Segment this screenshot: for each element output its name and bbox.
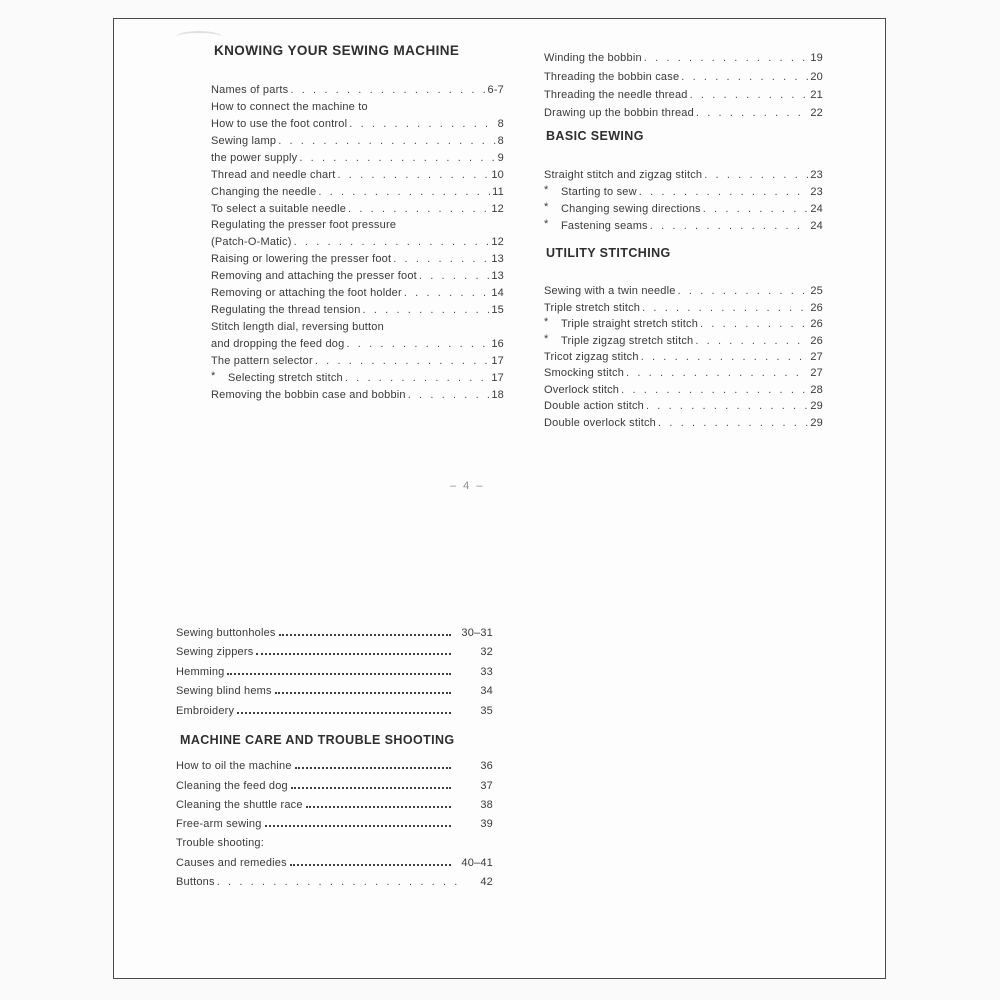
toc-row: [176, 753, 493, 772]
toc-item-page-number: 36: [480, 760, 493, 773]
toc-row: [211, 265, 504, 282]
toc-item-label: How to oil the machine: [176, 760, 292, 773]
dot-leader: [642, 302, 808, 314]
dot-leader: [217, 876, 457, 888]
toc-row: [544, 379, 823, 395]
toc-item-label: Triple zigzag stretch stitch: [561, 334, 694, 347]
toc-item-label: Double action stitch: [544, 400, 644, 413]
toc-row: [544, 412, 823, 428]
toc-item-label: Smocking stitch: [544, 367, 625, 380]
toc-item-label: Drawing up the bobbin thread: [544, 107, 694, 120]
toc-row: [544, 64, 823, 82]
toc-item-page-number: 14: [491, 287, 504, 300]
toc-item-page-number: 27: [810, 367, 823, 380]
toc-item-label: Triple straight stretch stitch: [561, 318, 699, 331]
toc-item-label: Sewing buttonholes: [176, 626, 276, 639]
toc-row: [176, 697, 493, 717]
toc-list-basic-sewing: [544, 164, 823, 232]
star-marker: *: [544, 218, 549, 230]
dot-leader: [696, 107, 808, 119]
dot-leader: [690, 89, 809, 101]
section-heading-knowing-your-sewing-machine: KNOWING YOUR SEWING MACHINE: [214, 43, 460, 58]
toc-item-page-number: 19: [810, 52, 823, 65]
toc-item-page-number: 24: [810, 203, 823, 215]
toc-item-label: Cleaning the shuttle race: [176, 798, 303, 811]
section-heading-utility-stitching: UTILITY STITCHING: [546, 246, 671, 260]
toc-item-page-number: 20: [810, 70, 823, 83]
toc-item-label: Threading the bobbin case: [544, 70, 680, 83]
toc-item-page-number: 8: [497, 117, 504, 130]
toc-row: [544, 215, 823, 232]
dot-leader: [678, 285, 809, 297]
toc-item-label: Embroidery: [176, 704, 235, 717]
toc-item-page-number: 30–31: [461, 626, 493, 639]
toc-item-page-number: 18: [491, 388, 504, 401]
toc-item-label: Starting to sew: [561, 186, 637, 198]
toc-list-threading: [544, 46, 823, 119]
dot-leader: [318, 186, 490, 198]
toc-row: [176, 869, 493, 888]
toc-item-page-number: 13: [491, 270, 504, 283]
toc-item-label: Trouble shooting:: [176, 837, 264, 850]
toc-row: [211, 181, 504, 198]
toc-list-machine-care: [176, 753, 493, 888]
toc-item-page-number: 6-7: [487, 83, 504, 96]
toc-row: [544, 46, 823, 64]
toc-row: [211, 147, 504, 164]
dot-leader: [337, 169, 489, 181]
toc-item-page-number: 26: [810, 301, 823, 314]
toc-row: [176, 619, 493, 639]
toc-item-page-number: 29: [810, 400, 823, 413]
toc-item-label: To select a suitable needle: [211, 202, 347, 215]
toc-item-page-number: 32: [480, 646, 493, 659]
toc-item-label: Names of parts: [211, 83, 289, 96]
toc-row: [211, 384, 504, 401]
dot-leader: [408, 389, 490, 401]
toc-row: [211, 299, 504, 316]
toc-row: [544, 363, 823, 379]
toc-item-label: Removing and attaching the presser foot: [211, 270, 417, 283]
dot-leader: [704, 169, 808, 181]
toc-item-page-number: 23: [810, 186, 823, 198]
dot-leader: [346, 338, 489, 350]
toc-item-label: Cleaning the feed dog: [176, 779, 288, 792]
star-marker: *: [544, 316, 549, 329]
toc-item-page-number: 37: [480, 779, 493, 792]
toc-item-page-number: 9: [497, 151, 504, 164]
toc-item-page-number: 26: [810, 334, 823, 347]
toc-item-page-number: 12: [491, 202, 504, 215]
toc-row: [211, 231, 504, 248]
section-heading-machine-care: MACHINE CARE AND TROUBLE SHOOTING: [180, 733, 455, 747]
toc-row: [176, 678, 493, 698]
dot-leader: [639, 186, 809, 198]
dot-leader: [278, 135, 495, 147]
toc-row: [211, 96, 504, 113]
dot-leader: [658, 417, 808, 429]
toc-item-page-number: 15: [491, 304, 504, 317]
toc-row: [211, 367, 504, 384]
toc-item-page-number: 21: [810, 88, 823, 101]
toc-item-label: Straight stitch and zigzag stitch: [544, 169, 703, 181]
toc-row: [544, 83, 823, 101]
toc-item-label: Stitch length dial, reversing button: [211, 321, 384, 334]
dot-leader: [349, 118, 495, 130]
dot-leader: [621, 384, 808, 396]
toc-item-label: Fastening seams: [561, 220, 648, 232]
dot-leader: [646, 400, 808, 412]
toc-item-page-number: 38: [480, 798, 493, 811]
toc-row: [176, 639, 493, 659]
toc-row: [176, 792, 493, 811]
toc-row: [544, 164, 823, 181]
toc-item-label: Causes and remedies: [176, 856, 287, 869]
toc-item-label: Threading the needle thread: [544, 88, 688, 101]
dot-leader: [294, 236, 490, 248]
star-marker: *: [544, 184, 549, 196]
toc-row: [211, 350, 504, 367]
toc-item-label: How to connect the machine to: [211, 100, 368, 113]
dot-leader: [419, 270, 489, 282]
dot-leader: [348, 203, 489, 215]
toc-row: [544, 281, 823, 297]
toc-item-label: Changing the needle: [211, 185, 317, 198]
toc-item-page-number: 16: [491, 338, 504, 350]
dot-leader: [279, 634, 451, 636]
toc-row: [211, 79, 504, 96]
toc-item-label: Sewing with a twin needle: [544, 285, 676, 298]
toc-item-label: Sewing blind hems: [176, 685, 272, 698]
dot-leader: [641, 351, 809, 363]
toc-item-page-number: 10: [491, 168, 504, 181]
toc-row: [176, 772, 493, 791]
dot-leader: [644, 52, 809, 64]
toc-item-label: Hemming: [176, 665, 225, 678]
toc-row: [211, 248, 504, 265]
toc-item-page-number: 22: [810, 107, 823, 120]
dot-leader: [265, 825, 451, 827]
dot-leader: [703, 203, 809, 215]
dot-leader: [681, 71, 808, 83]
toc-row: [211, 198, 504, 215]
toc-item-label: the power supply: [211, 151, 298, 164]
toc-item-label: Overlock stitch: [544, 383, 620, 396]
toc-item-label: Raising or lowering the presser foot: [211, 253, 392, 266]
toc-row: [211, 130, 504, 147]
toc-row: [211, 333, 504, 350]
dot-leader: [393, 253, 489, 265]
toc-item-page-number: 11: [492, 185, 504, 198]
star-marker: *: [211, 369, 216, 382]
toc-row: [544, 198, 823, 215]
toc-item-page-number: 17: [491, 354, 504, 367]
dot-leader: [295, 767, 451, 769]
toc-list-utility-stitching: [544, 281, 823, 429]
toc-row: [544, 297, 823, 313]
dot-leader: [237, 712, 451, 714]
toc-list-sewing-techniques: [176, 619, 493, 717]
dot-leader: [275, 692, 451, 694]
toc-row: [544, 314, 823, 330]
toc-item-label: Tricot zigzag stitch: [544, 350, 639, 363]
toc-item-label: Winding the bobbin: [544, 52, 642, 65]
toc-item-label: Selecting stretch stitch: [228, 371, 343, 384]
section-heading-basic-sewing: BASIC SEWING: [546, 129, 644, 143]
toc-item-page-number: 24: [810, 220, 823, 232]
document-page: [113, 18, 886, 979]
dot-leader: [695, 335, 808, 347]
toc-item-label: Regulating the thread tension: [211, 304, 361, 317]
dot-leader: [404, 287, 490, 299]
toc-row: [176, 811, 493, 830]
toc-item-page-number: 26: [810, 318, 823, 331]
toc-item-label: Removing the bobbin case and bobbin: [211, 388, 406, 401]
toc-row: [176, 849, 493, 868]
toc-row: [544, 347, 823, 363]
dot-leader: [345, 372, 490, 384]
dot-leader: [227, 673, 451, 675]
toc-row: [544, 330, 823, 346]
page-number-footer: – 4 –: [450, 480, 485, 492]
toc-item-page-number: 42: [480, 876, 493, 889]
toc-item-page-number: 33: [480, 665, 493, 678]
dot-leader: [299, 152, 495, 164]
toc-item-page-number: 27: [810, 350, 823, 363]
dot-leader: [256, 653, 451, 655]
toc-row: [211, 215, 504, 232]
toc-item-label: Triple stretch stitch: [544, 301, 641, 314]
toc-list-knowing-your-sewing-machine: [211, 79, 504, 401]
toc-item-label: Sewing lamp: [211, 134, 277, 147]
toc-row: [211, 164, 504, 181]
toc-item-page-number: 17: [491, 371, 504, 384]
toc-row: [211, 282, 504, 299]
toc-item-page-number: 34: [480, 685, 493, 698]
toc-item-page-number: 23: [810, 169, 823, 181]
scan-artifact: [176, 31, 222, 43]
dot-leader: [291, 787, 451, 789]
toc-item-label: The pattern selector: [211, 354, 313, 367]
toc-item-page-number: 12: [491, 236, 504, 249]
dot-leader: [363, 304, 490, 316]
dot-leader: [290, 84, 485, 96]
toc-row: [211, 113, 504, 130]
toc-item-label: Changing sewing directions: [561, 203, 701, 215]
dot-leader: [650, 220, 809, 232]
toc-item-page-number: 13: [491, 253, 504, 266]
toc-row: [211, 316, 504, 333]
toc-row: [176, 658, 493, 678]
toc-item-page-number: 40–41: [461, 856, 493, 869]
dot-leader: [700, 318, 808, 330]
toc-item-label: Thread and needle chart: [211, 168, 336, 181]
toc-item-label: Double overlock stitch: [544, 416, 657, 429]
dot-leader: [306, 806, 451, 808]
dot-leader: [626, 367, 808, 379]
toc-item-page-number: 39: [480, 818, 493, 831]
toc-item-page-number: 25: [810, 285, 823, 298]
toc-item-label: Removing or attaching the foot holder: [211, 287, 402, 300]
toc-row: [544, 101, 823, 119]
toc-row: [176, 830, 493, 849]
toc-item-page-number: 35: [480, 704, 493, 717]
toc-item-label: Buttons: [176, 876, 215, 889]
toc-item-label: Free-arm sewing: [176, 818, 262, 831]
toc-item-label: and dropping the feed dog: [211, 338, 345, 350]
toc-item-page-number: 8: [497, 134, 504, 147]
star-marker: *: [544, 201, 549, 213]
toc-item-page-number: 28: [810, 383, 823, 396]
toc-item-page-number: 29: [810, 416, 823, 429]
dot-leader: [290, 864, 451, 866]
toc-item-label: Sewing zippers: [176, 646, 254, 659]
toc-item-label: (Patch-O-Matic): [211, 236, 292, 249]
toc-row: [544, 396, 823, 412]
toc-row: [544, 181, 823, 198]
star-marker: *: [544, 332, 549, 345]
toc-item-label: How to use the foot control: [211, 117, 348, 130]
dot-leader: [315, 355, 490, 367]
toc-item-label: Regulating the presser foot pressure: [211, 219, 397, 232]
